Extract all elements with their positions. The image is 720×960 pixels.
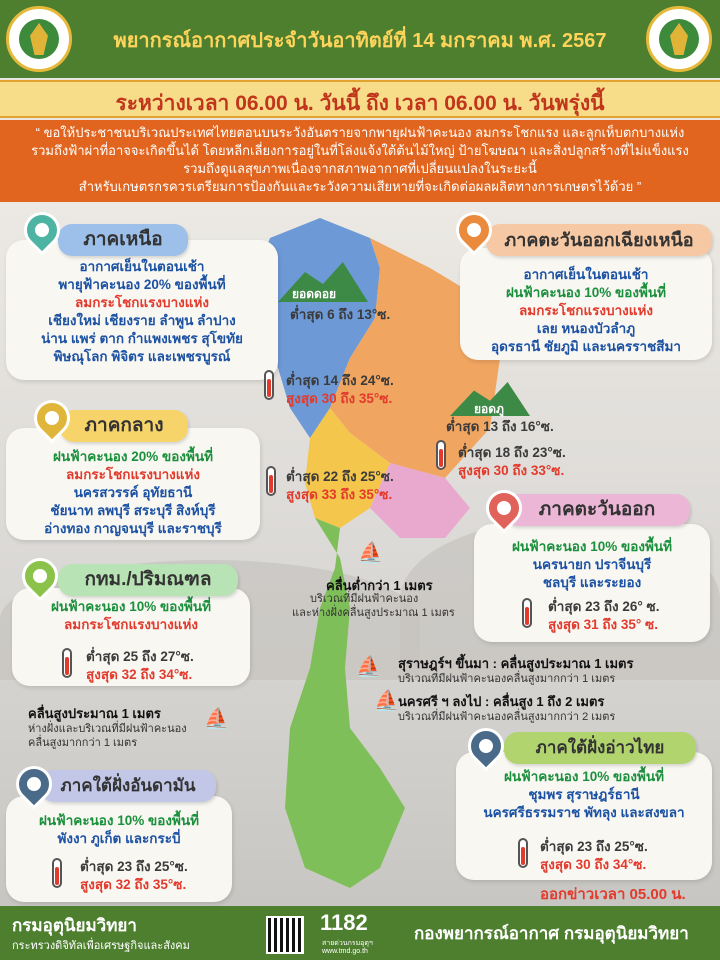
east-max-temp: สูงสุด 31 ถึง 35° ซ. [548, 617, 658, 632]
andaman-wave: คลื่นสูงประมาณ 1 เมตร [28, 706, 161, 721]
north-line: พายุฟ้าคะนอง 20% ของพื้นที่ [58, 277, 226, 292]
bangkok-min-temp: ต่ำสุด 25 ถึง 27°ซ. [86, 649, 194, 664]
upper-gulf-note: และห่างฝั่งคลื่นสูงประมาณ 1 เมตร [292, 607, 455, 619]
andaman-max-temp: สูงสุด 32 ถึง 35°ซ. [80, 877, 187, 892]
bangkok-line: ฝนฟ้าคะนอง 10% ของพื้นที่ [51, 599, 211, 614]
central-min-temp: ต่ำสุด 22 ถึง 25°ซ. [286, 469, 394, 484]
thermometer-icon [264, 370, 274, 400]
central-line: ฝนฟ้าคะนอง 20% ของพื้นที่ [53, 449, 213, 464]
central-max-temp: สูงสุด 33 ถึง 35°ซ. [286, 487, 393, 502]
gulf-line: ชุมพร สุราษฎร์ธานี [528, 787, 640, 802]
northeast-max-temp: สูงสุด 30 ถึง 33°ซ. [458, 463, 565, 478]
sailboat-wave-icon: ⛵ [374, 688, 399, 712]
east-tab: ภาคตะวันออก [504, 494, 690, 526]
ministry-logo [6, 6, 72, 72]
tmd-logo [646, 6, 712, 72]
north-forecast-box [6, 240, 278, 380]
thermometer-icon [52, 858, 62, 888]
central-forecast-box [6, 428, 260, 540]
north-line: ลมกระโชกแรงบางแห่ง [75, 295, 209, 310]
north-tab: ภาคเหนือ [58, 224, 188, 256]
andaman-line: ฝนฟ้าคะนอง 10% ของพื้นที่ [39, 813, 199, 828]
warning-banner [0, 120, 720, 202]
gulf-line: ฝนฟ้าคะนอง 10% ของพื้นที่ [504, 769, 664, 784]
warning-line: รวมถึงฟ้าผ่าที่อาจจะเกิดขึ้นได้ โดยหลีกเลี่ยงการอยู่ในที่โล่งแจ้งใต้ต้นไม้ใหญ่ ป้ายโฆษณา และสิ่งปลูกสร้างที่ไม่แข็งแรง [31, 143, 689, 158]
north-min-temp: ต่ำสุด 14 ถึง 24°ซ. [286, 373, 394, 388]
northeast-min-temp: ต่ำสุด 18 ถึง 23°ซ. [458, 445, 566, 460]
upper-gulf-note: บริเวณที่มีฝนฟ้าคะนอง [310, 593, 419, 605]
northeast-line: อุดรธานี ชัยภูมิ และนครราชสีมา [491, 339, 681, 354]
peak-label-north: ยอดดอย [292, 287, 337, 301]
gulf-tab: ภาคใต้ฝั่งอ่าวไทย [504, 732, 696, 764]
thermometer-icon [518, 838, 528, 868]
gulf-min-temp: ต่ำสุด 23 ถึง 25°ซ. [540, 839, 648, 854]
bangkok-line: ลมกระโชกแรงบางแห่ง [64, 617, 198, 632]
warning-line: “ ขอให้ประชาชนบริเวณประเทศไทยตอนบนระวังอันตรายจากพายุฝนฟ้าคะนอง ลมกระโชกแรง และลูกเห็บตกบางแห่ง [35, 125, 685, 140]
central-line: ชัยนาท ลพบุรี สระบุรี สิงห์บุรี [50, 503, 216, 518]
northeast-forecast-box [460, 248, 712, 360]
north-line: พิษณุโลก พิจิตร และเพชรบูรณ์ [53, 349, 231, 364]
sailboat-icon: ⛵ [356, 654, 381, 678]
peak-temp-northeast: ต่ำสุด 13 ถึง 16°ซ. [446, 419, 554, 434]
nakhon-wave: นครศรี ฯ ลงไป : คลื่นสูง 1 ถึง 2 เมตร [398, 694, 605, 709]
andaman-min-temp: ต่ำสุด 23 ถึง 25°ซ. [80, 859, 188, 874]
central-line: ลมกระโชกแรงบางแห่ง [66, 467, 200, 482]
hotline-number: 1182 [320, 910, 368, 935]
northeast-line: ลมกระโชกแรงบางแห่ง [519, 303, 653, 318]
gulf-line: นครศรีธรรมราช พัทลุง และสงขลา [483, 805, 685, 820]
andaman-line: พังงา ภูเก็ต และกระบี่ [57, 831, 181, 846]
andaman-wave-note: คลื่นสูงมากกว่า 1 เมตร [28, 737, 138, 749]
issue-time: ออกข่าวเวลา 05.00 น. [540, 886, 686, 903]
hotline-label: สายด่วนกรมอุตุฯ [322, 940, 373, 947]
nakhon-wave-note: บริเวณที่มีฝนฟ้าคะนองคลื่นสูงมากกว่า 2 เมตร [398, 711, 616, 723]
east-line: ชลบุรี และระยอง [542, 575, 642, 590]
warning-line: สำหรับเกษตรกรควรเตรียมการป้องกันและระวังความเสียหายที่จะเกิดต่อผลผลิตทางการเกษตรไว้ด้วย ” [78, 179, 642, 194]
website-link[interactable]: www.tmd.go.th [322, 948, 368, 955]
thermometer-icon [436, 440, 446, 470]
page-title: พยากรณ์อากาศประจำวันอาทิตย์ที่ 14 มกราคม พ.ศ. 2567 [113, 30, 607, 52]
footer-ministry: กระทรวงดิจิทัลเพื่อเศรษฐกิจและสังคม [12, 940, 190, 952]
east-line: ฝนฟ้าคะนอง 10% ของพื้นที่ [512, 539, 672, 554]
gulf-max-temp: สูงสุด 30 ถึง 34°ซ. [540, 857, 647, 872]
thermometer-icon [266, 466, 276, 496]
north-max-temp: สูงสุด 30 ถึง 35°ซ. [286, 391, 393, 406]
bangkok-max-temp: สูงสุด 32 ถึง 34°ซ. [86, 667, 193, 682]
time-range-text: ระหว่างเวลา 06.00 น. วันนี้ ถึง เวลา 06.00 น. วันพรุ่งนี้ [115, 92, 605, 115]
central-line: นครสวรรค์ อุทัยธานี [73, 485, 193, 500]
upper-gulf-wave: คลื่นต่ำกว่า 1 เมตร [326, 578, 433, 593]
peak-temp-north: ต่ำสุด 6 ถึง 13°ซ. [290, 307, 391, 322]
east-min-temp: ต่ำสุด 23 ถึง 26° ซ. [548, 599, 660, 614]
thermometer-icon [522, 598, 532, 628]
sailboat-icon: ⛵ [204, 706, 229, 730]
north-line: เชียงใหม่ เชียงราย ลำพูน ลำปาง [48, 313, 236, 328]
andaman-tab: ภาคใต้ฝั่งอันดามัน [40, 770, 216, 802]
andaman-wave-note: ห่างฝั่งและบริเวณที่มีฝนฟ้าคะนอง [28, 723, 187, 735]
warning-line: รวมถึงดูแลสุขภาพเนื่องจากสภาพอากาศที่เปลี่ยนแปลงในระยะนี้ [183, 161, 537, 176]
time-range-bar [0, 80, 720, 118]
northeast-line: อากาศเย็นในตอนเช้า [523, 267, 649, 282]
footer-org: กรมอุตุนิยมวิทยา [12, 916, 137, 935]
sailboat-icon: ⛵ [358, 540, 383, 564]
footer-bar [0, 906, 720, 960]
central-tab: ภาคกลาง [60, 410, 188, 442]
surat-wave-note: บริเวณที่มีฝนฟ้าคะนองคลื่นสูงมากกว่า 1 เมตร [398, 673, 616, 685]
peak-label-northeast: ยอดภู [474, 402, 504, 416]
north-line: อากาศเย็นในตอนเช้า [79, 259, 205, 274]
east-line: นครนายก ปราจีนบุรี [532, 557, 652, 572]
thermometer-icon [62, 648, 72, 678]
northeast-line: ฝนฟ้าคะนอง 10% ของพื้นที่ [506, 285, 666, 300]
footer-division: กองพยากรณ์อากาศ กรมอุตุนิยมวิทยา [414, 924, 689, 943]
surat-wave: สุราษฎร์ฯ ขึ้นมา : คลื่นสูงประมาณ 1 เมตร [398, 656, 634, 671]
northeast-tab: ภาคตะวันออกเฉียงเหนือ [486, 224, 712, 256]
north-line: น่าน แพร่ ตาก กำแพงเพชร สุโขทัย [41, 331, 243, 346]
bangkok-tab: กทม./ปริมณฑล [58, 564, 238, 596]
central-line: อ่างทอง กาญจนบุรี และราชบุรี [44, 521, 222, 536]
qr-code-icon[interactable] [266, 916, 304, 954]
northeast-line: เลย หนองบัวลำภู [536, 321, 636, 336]
